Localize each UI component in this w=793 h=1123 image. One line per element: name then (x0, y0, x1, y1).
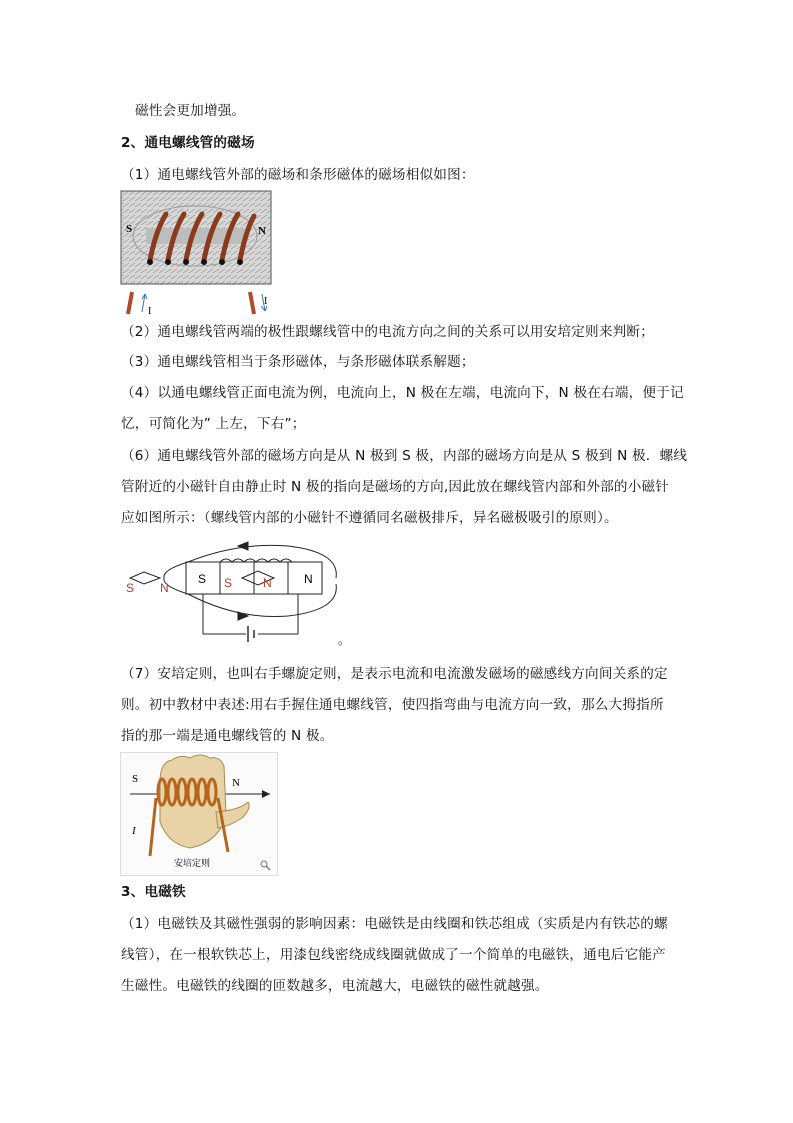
caption: 安培定则 (174, 859, 211, 869)
figure-right-hand-rule (120, 752, 278, 876)
paragraph-2: （2）通电螺线管两端的极性跟螺线管中的电流方向之间的关系可以用安培定则来判断； (121, 324, 655, 340)
solenoid-pole-N: N (304, 572, 313, 586)
outer-needle-S: S (126, 581, 135, 595)
pole-N: N (232, 777, 240, 789)
label-N: N (258, 225, 266, 237)
inner-needle-N: N (263, 576, 272, 590)
paragraph-7-line-3: 指的那一端是通电螺线管的 N 极。 (121, 728, 334, 744)
paragraph-7-line-1: （7）安培定则，也叫右手螺旋定则，是表示电流和电流激发磁场的磁感线方向间关系的定 (121, 666, 668, 682)
current-arrow-up (142, 294, 147, 312)
figure-solenoid-iron-filings (120, 190, 272, 316)
paragraph-6-line-1: （6）通电螺线管外部的磁场方向是从 N 极到 S 极，内部的磁场方向是从 S 极到 N 极．螺线 (121, 448, 688, 464)
label-S: S (126, 223, 133, 235)
paragraph-4-line-2: 忆，可简化为” 上左，下右”； (121, 416, 306, 432)
paragraph-3: （3）通电螺线管相当于条形磁体，与条形磁体联系解题； (121, 354, 475, 370)
paragraph-em-line-1: （1）电磁铁及其磁性强弱的影响因素：电磁铁是由线圈和铁芯组成（实质是内有铁芯的螺 (121, 916, 668, 932)
inner-needle-S: S (224, 576, 233, 590)
lead-wire-left (128, 292, 132, 314)
outer-needle-N: N (160, 581, 169, 595)
lead-wire-right (250, 292, 254, 314)
trailing-period: 。 (338, 633, 351, 647)
paragraph-4-line-1: （4）以通电螺线管正面电流为例，电流向上，N 极在左端，电流向下，N 极在右端，便于记 (121, 385, 684, 401)
paragraph-em-line-2: 线管），在一根软铁芯上，用漆包线密绕成线圈就做成了一个简单的电磁铁，通电后它能产 (121, 947, 666, 963)
heading-solenoid-field: 2、通电螺线管的磁场 (121, 135, 255, 151)
paragraph-1: （1）通电螺线管外部的磁场和条形磁体的磁场相似如图： (121, 167, 475, 183)
paragraph-6-line-3: 应如图所示：（螺线管内部的小磁针不遵循同名磁极排斥，异名磁极吸引的原则）。 (121, 510, 618, 526)
paragraph-6-line-2: 管附近的小磁针自由静止时 N 极的指向是磁场的方向,因此放在螺线管内部和外部的小磁针 (121, 479, 670, 495)
current-label-1: I (148, 306, 152, 316)
current-label-2: I (264, 296, 268, 307)
solenoid-pole-S: S (198, 572, 207, 586)
paragraph-em-line-3: 生磁性。电磁铁的线圈的匝数越多，电流越大，电磁铁的磁性就越强。 (121, 978, 549, 994)
paragraph-7-line-2: 则。初中教材中表述:用右手握住通电螺线管，使四指弯曲与电流方向一致，那么大拇指所 (121, 697, 664, 713)
heading-electromagnet: 3、电磁铁 (121, 884, 186, 900)
pole-S: S (132, 773, 139, 785)
current-I: I (132, 825, 136, 837)
figure-solenoid-compass (118, 538, 358, 648)
line-continuation: 磁性会更加增强。 (135, 103, 246, 119)
